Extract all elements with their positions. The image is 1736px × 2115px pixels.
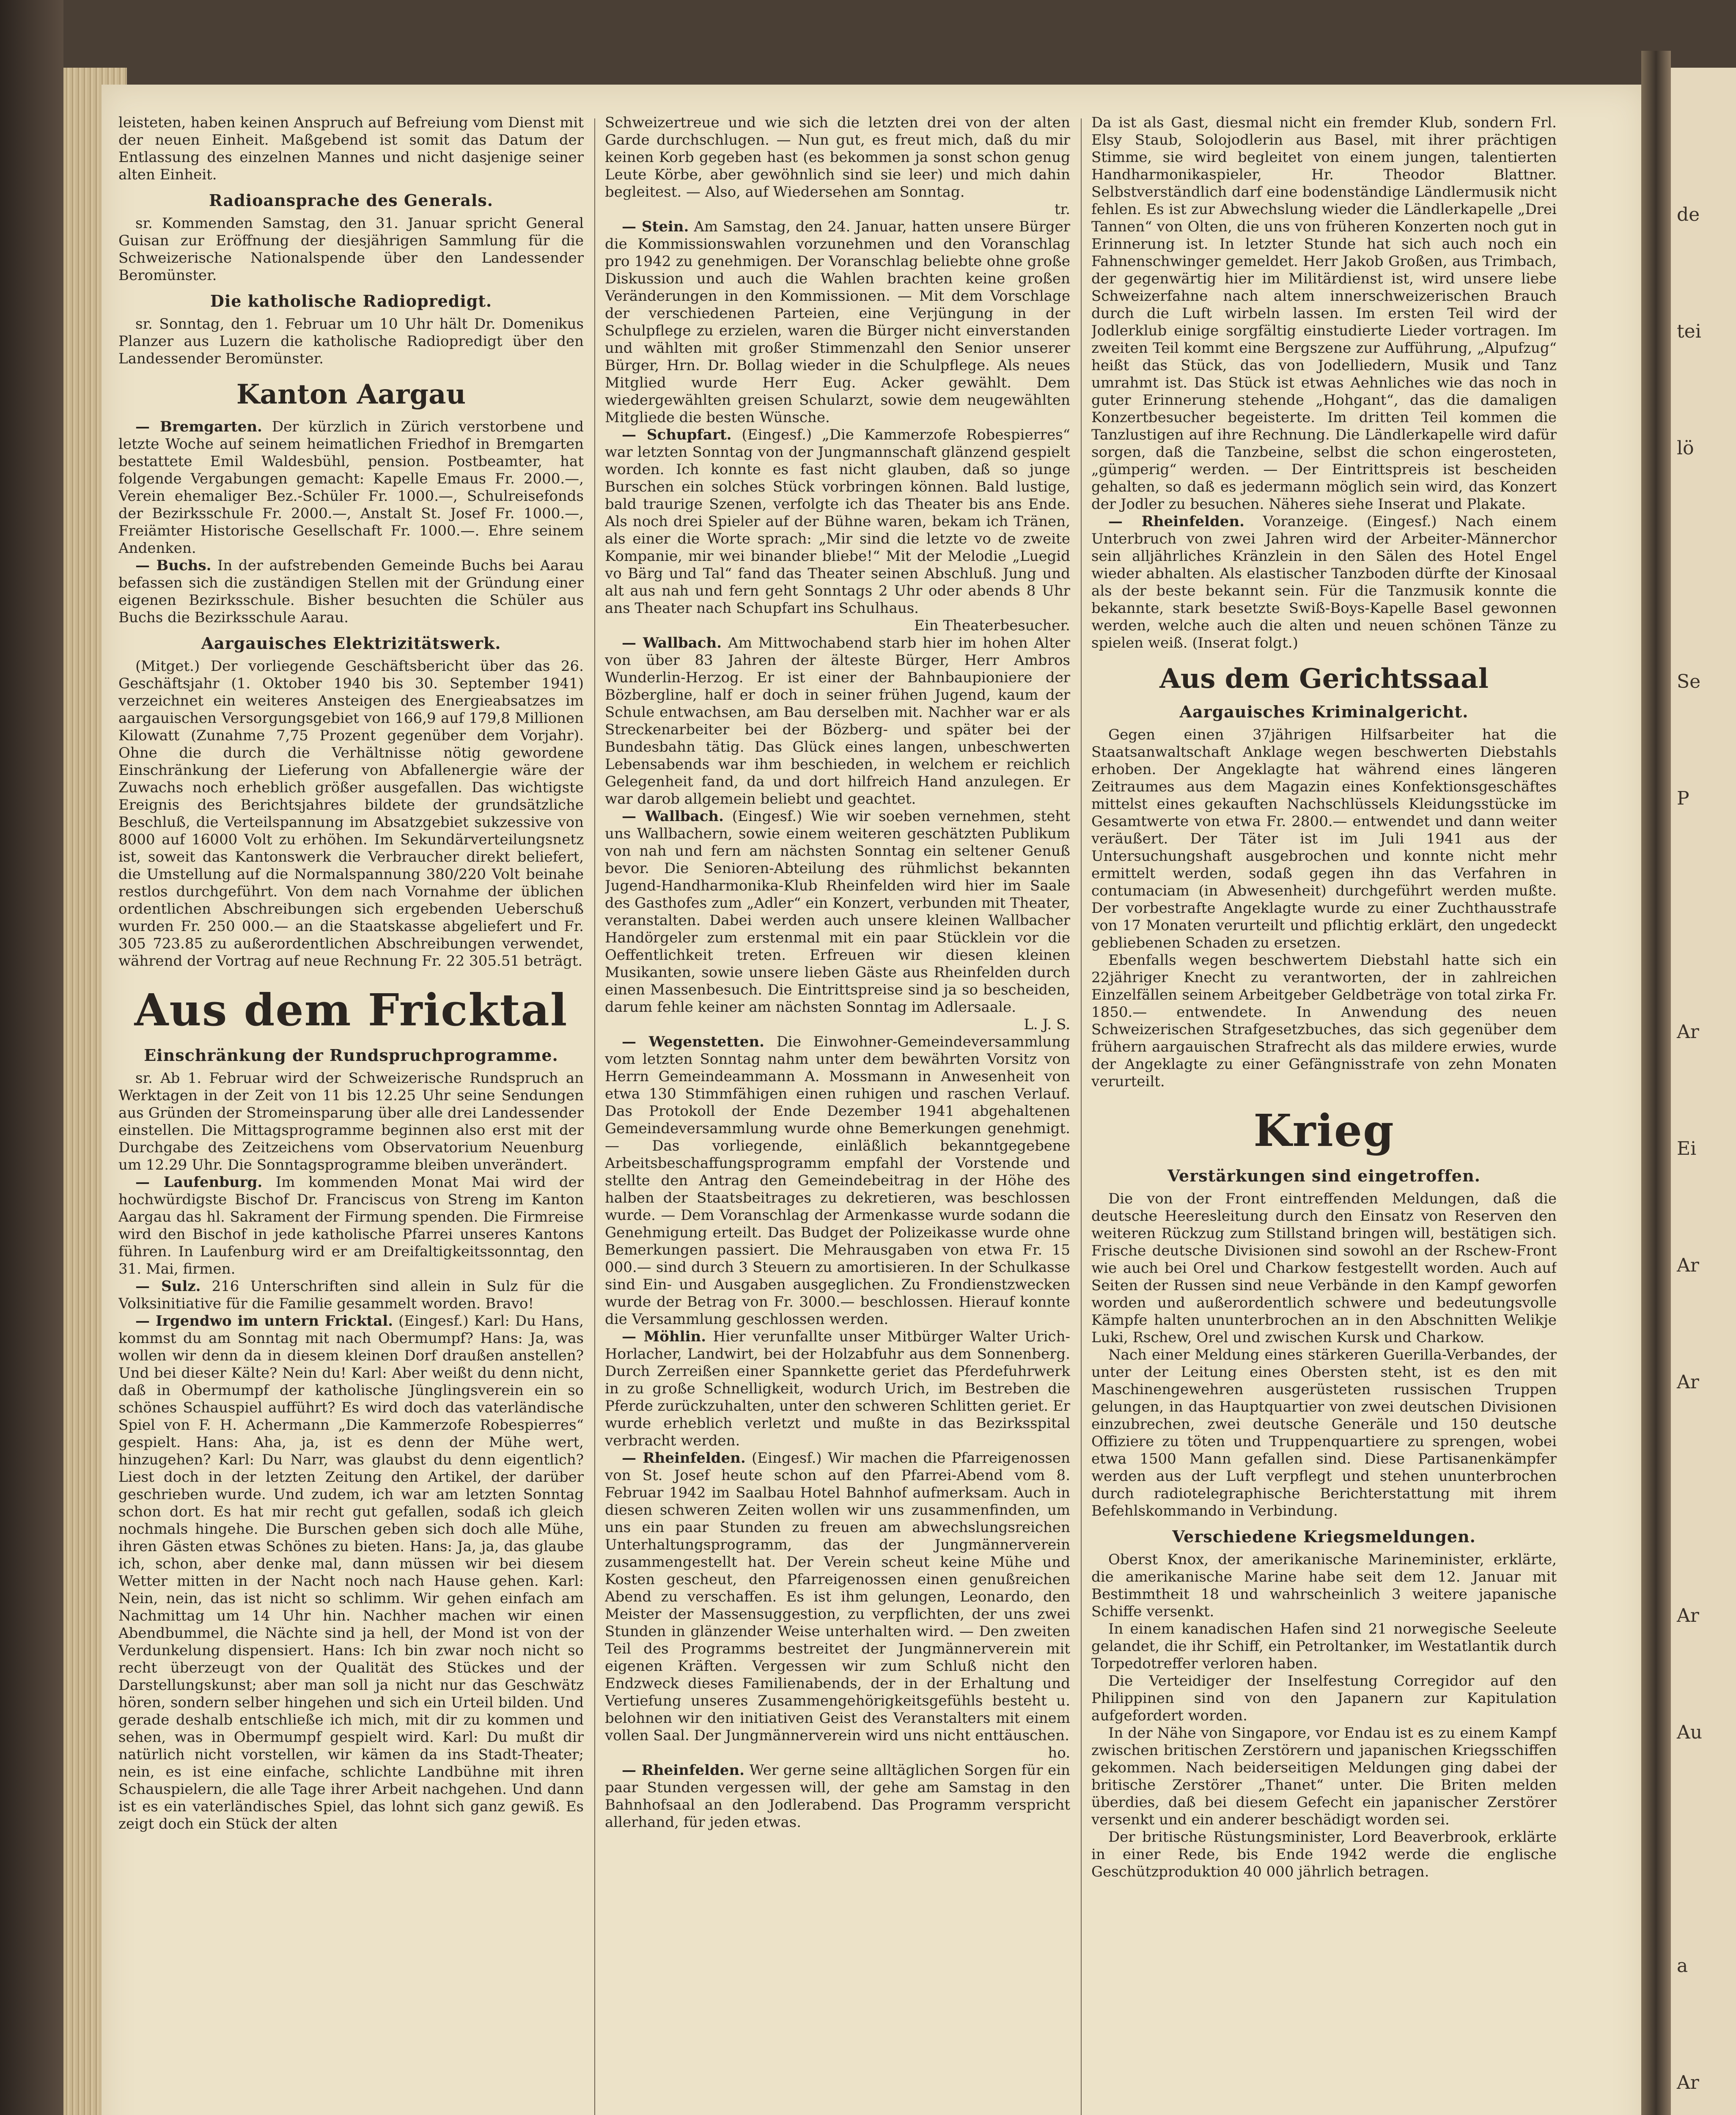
- column-2: [605, 114, 1070, 2115]
- dateline: — Laufenburg.: [135, 1174, 263, 1191]
- heading-kath: Die katholische Radiopredigt.: [210, 291, 492, 310]
- article: [118, 1313, 584, 1833]
- article-text: In der aufstrebenden Gemeinde Buchs bei Aarau befassen sich die zuständigen Stellen mit der Gründung einer eigenen Bezirksschule. Bisher besuchten die Schüler aus Buchs die Bezirksschule Aarau.: [118, 557, 584, 626]
- section-title-krieg: Krieg: [1253, 1104, 1395, 1156]
- article: [605, 634, 1070, 808]
- paragraph: Gegen einen 37jährigen Hilfsarbeiter hat die Staatsanwaltschaft Anklage wegen beschwerten Diebstahls erhoben. Der Angeklagte hat während eines längeren Zeitraumes aus dem Magazin eines Konfektionsgeschäftes mittelst eines gekauften Nachschlüssels Kleidungsstücke im Gesamtwerte von etwa Fr. 2800.— entwendet und dann weiter veräußert. Der Täter ist im Juli 1941 aus der Untersuchungshaft ausgebrochen und konnte nicht mehr ermittelt werden, sodaß gegen ihn das Verfahren in contumaciam (in Abwesenheit) durchgeführt werden mußte. Der vorbestrafte Angeklagte wurde zu einer Zuchthausstrafe von 17 Monaten verurteilt und pflichtig erklärt, den ungedeckt gebliebenen Schaden zu ersetzen.: [1091, 726, 1557, 951]
- article: [1091, 513, 1557, 652]
- paragraph: In der Nähe von Singapore, vor Endau ist es zu einem Kampf zwischen britischen Zerstörern und japanischen Kriegsschiffen gekommen. Nach beiderseitigen Meldungen ging dabei der britische Zerstörer „Thanet“ unter. Die Briten melden überdies, daß bei diesem Gefecht ein japanischer Zerstörer versenkt und ein anderer beschädigt worden sei.: [1091, 1725, 1557, 1828]
- heading-verstaerkungen: Verstärkungen sind eingetroffen.: [1167, 1166, 1481, 1185]
- next-page-fragment: Ar: [1677, 1371, 1699, 1393]
- next-page-fragment: Se: [1677, 671, 1701, 692]
- section-title-aargau: Kanton Aargau: [236, 379, 466, 410]
- dateline: — Rheinfelden.: [1108, 513, 1244, 530]
- article: [605, 1450, 1070, 1744]
- next-page-fragment: [1671, 553, 1736, 577]
- article-text: (Eingesf.) Wie wir soeben vernehmen, steht uns Wallbachern, sowie einem weiteren geschätzten Publikum von nah und fern am nächsten Sonntag ein seltener Genuß bevor. Die Senioren-Abteilung des rühmlichst bekannten Jugend-Handharmonika-Klub Rheinfelden wird hier im Saale des Gasthofes zum „Adler“ ein Konzert, verbunden mit Theater, veranstalten. Dabei werden auch unsere kleinen Wallbacher Handörgeler zum erstenmal mit ein paar Stücklein vor die Oeffentlichkeit treten. Erfreuen wir diesen kleinen Musikanten, sowie unsere lieben Gäste aus Rheinfelden durch einen Massenbesuch. Die Eintrittspreise sind ja so bescheiden, darum fehle keiner am nächsten Sonntag im Adlersaale.: [605, 808, 1070, 1016]
- dateline: — Wallbach.: [622, 634, 722, 651]
- column-1: [118, 114, 584, 2115]
- dateline: — Buchs.: [135, 557, 212, 574]
- paragraph: Die Verteidiger der Inselfestung Corregidor auf den Philippinen sind von den Japanern zur Kapitulation aufgefordert worden.: [1091, 1673, 1557, 1724]
- next-page-fragment: Ar: [1677, 1605, 1699, 1626]
- article-text: Die Einwohner-Gemeindeversammlung vom letzten Sonntag nahm unter dem bewährten Vorsitz von Herrn Gemeindeammann A. Mossmann in Anwesenheit von etwa 130 Stimmfähigen einen ruhigen und raschen Verlauf. Das Protokoll der Ende Dezember 1941 abgehaltenen Gemeindeversammlung wurde ohne Bemerkungen genehmigt. — Das vorliegende, einläßlich bekanntgegebene Arbeitsbeschaffungsprogramm empfahl der Vorstende und stellte den Antrag den Gemeindebeitrag in der Höhe des halben der Staatsbeitrages zu dekretieren, was beschlossen wurde. — Dem Voranschlag der Armenkasse wurde sodann die Genehmigung erteilt. Das Budget der Polizeikasse wurde ohne Bemerkungen passiert. Die Mehrausgaben von etwa Fr. 15 000.— sind durch 3 Steuern zu amortisieren. In der Schulkasse sind Ein- und Ausgaben ausgeglichen. Zu Frondienstzwecken wurde der Betrag von Fr. 3000.— beschlossen. Hierauf konnte die Versammlung geschlossen werden.: [605, 1033, 1070, 1328]
- next-page-fragment: Ar: [1677, 1255, 1699, 1276]
- article-text: Wer gerne seine alltäglichen Sorgen für ein paar Stunden vergessen will, der gehe am Samstag in den Bahnhofsaal an den Jodlerabend. Das Programm verspricht allerhand, für jeden etwas.: [605, 1762, 1070, 1831]
- column-3: [1091, 114, 1557, 2115]
- article: [118, 418, 584, 557]
- article-text: 216 Unterschriften sind allein in Sulz für die Volksinitiative für die Familie gesammelt worden. Bravo!: [118, 1278, 584, 1312]
- article-text: Im kommenden Monat Mai wird der hochwürdigste Bischof Dr. Franciscus von Streng im Kanton Aargau das hl. Sakrament der Firmung spenden. Die Firmreise wird den Bischof in jede katholische Pfarrei unseres Kantons führen. In Laufenburg wird er am Dreifaltigkeitssonntag, den 31. Mai, firmen.: [118, 1174, 584, 1277]
- next-page-fragment: [1671, 1838, 1736, 1861]
- article: [118, 1278, 584, 1313]
- paragraph: Ebenfalls wegen beschwertem Diebstahl hatte sich ein 22jähriger Knecht zu verantworten, der in zahlreichen Einzelfällen seinem Arbeitgeber Geldbeträge von total zirka Fr. 1850.— entwendete. In Anwendung des neuen Schweizerischen Strafgesetzbuches, das sich gegenüber dem frühern aargauischen Strafrecht als das mildere erwies, wurde der Angeklagte zu einer Gefängnisstrafe von zehn Monaten verurteilt.: [1091, 952, 1557, 1090]
- next-page-fragment: lö: [1677, 437, 1694, 459]
- section-title-gericht: Aus dem Gerichtssaal: [1159, 663, 1489, 695]
- article: [118, 557, 584, 626]
- next-page-edge: [1671, 68, 1736, 2115]
- heading-kriegsmeldungen: Verschiedene Kriegsmeldungen.: [1172, 1527, 1476, 1546]
- dateline: — Möhlin.: [622, 1328, 706, 1345]
- article-text: Hier verunfallte unser Mitbürger Walter Urich-Horlacher, Landwirt, bei der Holzabfuhr aus dem Sonnenberg. Durch Zerreißen einer Spannkette geriet das Pferdefuhrwerk in zu große Schnelligkeit, wodurch Urich, im Bestreben die Pferde zurückzuhalten, unter den schweren Schlitten geriet. Er wurde erheblich verletzt und mußte in das Bezirksspital verbracht werden.: [605, 1328, 1070, 1449]
- paragraph: In einem kanadischen Hafen sind 21 norwegische Seeleute gelandet, die ihr Schiff, ein Petroltanker, im Westatlantik durch Torpedotreffer verloren haben.: [1091, 1621, 1557, 1672]
- article-text: Voranzeige. (Eingesf.) Nach einem Unterbruch von zwei Jahren wird der Arbeiter-Männerchor sein alljährliches Kränzlein in den Sälen des Hotel Engel wieder abhalten. Als elastischer Tanzboden dürfte der Kinosaal als der beste bekannt sein. Für die Tanzmusik konnte die bekannte, stark besetzte Swiß-Boys-Kapelle Basel gewonnen werden, welche auch die alten und neuen schönen Tänze zu spielen weiß. (Inserat folgt.): [1091, 513, 1557, 651]
- heading-elektro: Aargauisches Elektrizitätswerk.: [201, 634, 501, 653]
- column-rule: [594, 118, 595, 2115]
- signature: tr.: [1055, 201, 1070, 218]
- dateline: — Schupfart.: [622, 426, 732, 443]
- paragraph: leisteten, haben keinen Anspruch auf Befreiung vom Dienst mit der neuen Einheit. Maßgebend ist somit das Datum der Entlassung des einzelnen Mannes und nicht dasjenige seiner alten Einheit.: [118, 114, 584, 183]
- heading-rundspruch: Einschränkung der Rundspruchprogramme.: [144, 1046, 558, 1065]
- next-page-fragment: tei: [1677, 321, 1701, 342]
- heading-kriminal: Aargauisches Kriminalgericht.: [1179, 702, 1469, 721]
- next-page-fragment: [1671, 904, 1736, 927]
- dateline: — Stein.: [622, 218, 689, 235]
- dateline: — Sulz.: [135, 1278, 201, 1295]
- next-page-fragment: Au: [1677, 1722, 1703, 1743]
- article-text: Am Samstag, den 24. Januar, hatten unsere Bürger die Kommissionswahlen vorzunehmen und den Voranschlag pro 1942 zu genehmigen. Der Voranschlag beliebte ohne große Diskussion und auch die Wahlen brachten keine großen Veränderungen in den Kommissionen. — Mit dem Vorschlage der verschiedenen Parteien, eine Verjüngung in der Schulpflege zu erzielen, waren die Bürger nicht einverstanden und wählten mit großer Stimmenzahl den Senior unserer Bürger, Hrn. Dr. Bollag wieder in die Schulpflege. Als neues Mitglied wurde Herr Eug. Acker gewählt. Dem wiedergewählten greisen Schularzt, sowie dem neugewählten Mitgliede die besten Wünsche.: [605, 218, 1070, 426]
- article: [118, 1174, 584, 1278]
- dateline: — Rheinfelden.: [622, 1762, 744, 1779]
- paragraph: sr. Sonntag, den 1. Februar um 10 Uhr hält Dr. Domenikus Planzer aus Luzern die katholische Radiopredigt über den Landessender Beromünster.: [118, 316, 584, 367]
- next-page-fragment: Ei: [1677, 1138, 1697, 1159]
- next-page-fragment: Ar: [1677, 2072, 1699, 2093]
- next-page-fragment: Ar: [1677, 1021, 1699, 1043]
- column-rule: [1081, 118, 1082, 2115]
- article-text: (Eingesf.) Wir machen die Pfarreigenossen von St. Josef heute schon auf den Pfarrei-Abend vom 8. Februar 1942 im Saalbau Hotel Bahnhof aufmerksam. Auch in diesen schweren Zeiten wollen wir uns zusammenfinden, um uns ein paar Stunden zu freuen am abwechslungsreichen Unterhaltungsprogramm, das der Jungmännerverein zusammengestellt hat. Der Verein scheut keine Mühe und Kosten gescheut, den Pfarreigenossen einen genußreichen Abend zu verschaffen. Es ist ihm gelungen, Leonardo, den Meister der Massensuggestion, zu verpflichten, der uns zwei Stunden in glänzender Weise unterhalten wird. — Den zweiten Teil des Programms bestreitet der Jungmännerverein mit eigenen Kräften. Vergessen wir zum Schluß nicht den Endzweck dieses Familienabends, der in der Erhaltung und Vertiefung unseres Zusammengehörigkeitsgefühls besteht u. belohnen wir den initiativen Geist des Veranstalters mit einem vollen Saal. Der Jungmännerverein wird uns nicht enttäuschen.: [605, 1450, 1070, 1744]
- dateline: — Wegenstetten.: [622, 1033, 764, 1050]
- signature: L. J. S.: [1024, 1016, 1070, 1033]
- article: [605, 218, 1070, 426]
- next-page-fragment: a: [1677, 1955, 1688, 1977]
- heading-radio: Radioansprache des Generals.: [209, 191, 493, 210]
- article-text: (Eingesf.) Karl: Du Hans, kommst du am Sonntag mit nach Obermumpf? Hans: Ja, was wollen wir denn da in diesem kleinen Dorf draußen anstellen? Und bei dieser Kälte? Nein du! Karl: Aber weißt du denn nicht, daß in Obermumpf der katholische Jünglingsverein ein so schönes Schauspiel aufführt? Es wird doch das vaterländische Spiel von F. H. Achermann „Die Kammerzofe Robespierres“ gespielt. Hans: Aha, ja, ist es denn der Mühe wert, hinzugehen? Karl: Du Narr, was glaubst du denn eigentlich? Liest doch in der letzten Zeitung den Artikel, der darüber geschrieben wurde. Und zudem, ich war am letzten Sonntag schon dort. Es hat mir recht gut gefallen, sodaß ich gleich nochmals hingehe. Die Burschen geben sich doch alle Mühe, ihren Gästen etwas Schönes zu bieten. Hans: Ja, ja, das glaube ich, schon, aber denke mal, dann müssen wir bei diesem Wetter mitten in der Nacht noch nach Hause gehen. Karl: Nein, nein, das ist nicht so schlimm. Wir gehen einfach am Nachmittag um 14 Uhr hin. Nachher machen wir einen Abendbummel, die Nächte sind ja hell, der Mond ist von der Verdunkelung dispensiert. Hans: Ich bin zwar noch nicht so recht überzeugt von der Qualität des Stückes und der Darstellungskunst; aber man soll ja nicht nur das Geschwätz hören, sondern selber hingehen und sich ein Urteil bilden. Und gerade deshalb entschließe ich mich, mit dir zu kommen und sehen, was in Obermumpf gespielt wird. Karl: Du mußt dir natürlich nicht vorstellen, wir kämen da ins Stadt-Theater; nein, es ist eine einfache, schlichte Landbühne mit ihren Schauspielern, die alle Tage ihrer Arbeit nachgehen. Und dann ist es ein vaterländisches Spiel, das lohnt sich ganz gewiß. Es zeigt doch ein Stück der alten: [118, 1313, 584, 1832]
- paragraph: Oberst Knox, der amerikanische Marineminister, erklärte, die amerikanische Marine habe seit dem 12. Januar mit Bestimmtheit 18 und wahrscheinlich 3 weitere japanische Schiffe versenkt.: [1091, 1551, 1557, 1620]
- paragraph: Da ist als Gast, diesmal nicht ein fremder Klub, sondern Frl. Elsy Staub, Solojodlerin aus Basel, mit ihrer prächtigen Stimme, sie wird begleitet von einem jungen, talentierten Handharmonikaspieler, Hr. Theodor Blattner. Selbstverständlich darf eine bodenständige Ländlermusik nicht fehlen. Es ist zur Abwechslung wieder die Ländlerkapelle „Drei Tannen“ von Olten, die uns von früheren Konzerten noch gut in Erinnerung ist. In letzter Stunde hat sich auch noch ein Fahnenschwinger gemeldet. Herr Jakob Großen, aus Trimbach, der gegenwärtig hier im Militärdienst ist, wird unsere liebe Schweizerfahne nach altem innerschweizerischen Brauch durch die Luft wirbeln lassen. Im ersten Teil wird der Jodlerklub einige sorgfältig einstudierte Lieder vortragen. Im zweiten Teil kommt eine Bergszene zur Aufführung, „Alpufzug“ heißt das Stück, das von Jodelliedern, Musik und Tanz umrahmt ist. Das Stück ist etwas Aehnliches wie das noch in guter Erinnerung stehende „Hohgant“, das die damaligen Konzertbesucher begeisterte. Im dritten Teil kommen die Tanzlustigen auf ihre Rechnung. Die Ländlerkapelle wird dafür sorgen, daß die Tanzbeine, selbst die schon eingerosteten, „gümperig“ werden. — Der Eintrittspreis ist bescheiden gehalten, so daß es jedermann möglich sein wird, das Konzert der Jodler zu besuchen. Näheres siehe Inserat und Plakate.: [1091, 114, 1557, 513]
- signature: ho.: [1048, 1744, 1070, 1761]
- article-text: (Eingesf.) „Die Kammerzofe Robespierres“ war letzten Sonntag von der Jungmannschaft glänzend gespielt worden. Ich konnte es fast nicht glauben, daß so junge Burschen ein solches Stück vorbringen können. Bald lustige, bald traurige Szenen, verfolgte ich das Theater bis ans Ende. Als noch drei Spieler auf der Bühne waren, bekam ich Tränen, als einer die Worte sprach: „Mir sind die letzte vo de zweite Kompanie, mir wei binander bliebe!“ Mit der Melodie „Luegid vo Bärg und Tal“ fand das Theater seinen Abschluß. Jung und alt aus nah und fern geht Sonntags 2 Uhr oder abends 8 Uhr ans Theater nach Schupfart ins Schulhaus.: [605, 426, 1070, 617]
- dateline: — Bremgarten.: [135, 418, 262, 435]
- section-title-fricktal: Aus dem Fricktal: [134, 984, 568, 1036]
- paragraph: Schweizertreue und wie sich die letzten drei von der alten Garde durchschlugen. — Nun gut, es freut mich, daß du mir keinen Korb gegeben hast (es bekommen ja sonst schon genug Leute Körbe, aber gewöhnlich sind sie leer) und mich dahin begleitest. — Also, auf Wiedersehen am Sonntag.: [605, 114, 1070, 201]
- article: [605, 1033, 1070, 1328]
- next-page-fragment: [1671, 1487, 1736, 1511]
- dateline: — Wallbach.: [622, 808, 724, 825]
- background-left: [0, 0, 63, 2115]
- article: [605, 426, 1070, 617]
- article-text: Der kürzlich in Zürich verstorbene und letzte Woche auf seinem heimatlichen Friedhof in Bremgarten bestattete Emil Waldesbühl, pension. Postbeamter, hat folgende Vergabungen gemacht: Kapelle Emaus Fr. 2000.—, Verein ehemaliger Bez.-Schüler Fr. 1000.—, Schulreisefonds der Bezirksschule Fr. 2000.—, Anstalt St. Josef Fr. 1000.—, Freiämter Historische Gesellschaft Fr. 1000.—. Ehre seinem Andenken.: [118, 418, 584, 557]
- article: [605, 1328, 1070, 1450]
- book-spine: [1641, 51, 1671, 2115]
- article-text: Am Mittwochabend starb hier im hohen Alter von über 83 Jahren der älteste Bürger, Herr Ambros Wunderlin-Herzog. Er ist einer der Bahnbaupioniere der Bözbergline, half er doch in seiner frühen Jugend, kaum der Schule entwachsen, am Bau derselben mit. Nachher war er als Streckenarbeiter bei der Bözberg- und später bei der Bundesbahn tätig. Das Glück eines langen, unbeschwerten Lebensabends war ihm beschieden, in welchem er reichlich Gelegenheit fand, da und dort hilfreich Hand anzulegen. Er war darob allgemein beliebt und geachtet.: [605, 634, 1070, 808]
- dateline: — Rheinfelden.: [622, 1450, 746, 1467]
- newspaper-page: [102, 85, 1645, 2115]
- article: [605, 1762, 1070, 1831]
- paragraph: Die von der Front eintreffenden Meldungen, daß die deutsche Heeresleitung durch den Einsatz von Reserven den weiteren Rückzug zum Stillstand bringen will, bestätigen sich. Frische deutsche Divisionen sind sowohl an der Rschew-Front wie auch bei Orel und Charkow festgestellt worden. Auch auf Seiten der Russen sind neue Verbände in den Kampf geworfen worden und außerordentlich schwere und bedeutungsvolle Kämpfe halten ununterbrochen an in den Abschnitten Welikje Luki, Rschew, Orel und zwischen Kursk und Charkow.: [1091, 1190, 1557, 1346]
- dateline: — Irgendwo im untern Fricktal.: [135, 1313, 393, 1329]
- paragraph: Nach einer Meldung eines stärkeren Guerilla-Verbandes, der unter der Leitung eines Obersten steht, ist es den mit Maschinengewehren ausgerüsteten russischen Truppen gelungen, in das Hauptquartier von zwei deutschen Divisionen einzubrechen, zwei deutsche Generäle und 150 deutsche Offiziere zu töten und Truppenquartiere zu sprengen, wobei etwa 1500 Mann gefallen sind. Diese Partisanenkämpfer werden aus der Luft verpflegt und stehen ununterbrochen durch radiotelegraphische Berichterstattung mit ihrem Befehlskommando in Verbindung.: [1091, 1346, 1557, 1519]
- next-page-fragment: de: [1677, 204, 1700, 225]
- article: [605, 808, 1070, 1016]
- next-page-fragment: P: [1677, 788, 1689, 809]
- signature: Ein Theaterbesucher.: [914, 617, 1070, 634]
- paragraph: (Mitget.) Der vorliegende Geschäftsbericht über das 26. Geschäftsjahr (1. Oktober 1940 bis 30. September 1941) verzeichnet ein weiteres Ansteigen des Energieabsatzes im aargauischen Versorgungsgebiet von 166,9 auf 179,8 Millionen Kilowatt (Zunahme 7,75 Prozent gegenüber dem Vorjahr). Ohne die durch die Verhältnisse nötig gewordene Einschränkung der Lieferung von Abfallenergie wäre der Zuwachs noch erheblich größer ausgefallen. Das wichtigste Ereignis des Berichtsjahres bildete der grundsätzliche Beschluß, die Verteilspannung im Absatzgebiet sukzessive von 8000 auf 16000 Volt zu erhöhen. Im Sekundärverteilungsnetz ist, soweit das Kantonswerk die Verbraucher direkt beliefert, die Umstellung auf die Normalspannung 380/220 Volt beinahe restlos durchgeführt. Von dem nach Vornahme der üblichen ordentlichen Abschreibungen sich ergebenden Ueberschuß wurden Fr. 250 000.— an die Staatskasse abgeliefert und Fr. 305 723.85 zu außerordentlichen Abschreibungen verwendet, während der Vortrag auf neue Rechnung Fr. 22 305.51 beträgt.: [118, 658, 584, 970]
- paragraph: Der britische Rüstungsminister, Lord Beaverbrook, erklärte in einer Rede, bis Ende 1942 werde die englische Geschützproduktion 40 000 jährlich betragen.: [1091, 1829, 1557, 1880]
- paragraph: sr. Kommenden Samstag, den 31. Januar spricht General Guisan zur Eröffnung der diesjährigen Sammlung für die Schweizerische Nationalspende über den Landessender Beromünster.: [118, 215, 584, 284]
- paragraph: sr. Ab 1. Februar wird der Schweizerische Rundspruch an Werktagen in der Zeit von 11 bis 12.25 Uhr seine Sendungen aus Gründen der Stromeinsparung über alle drei Landessender einstellen. Die Mittagsprogramme beginnen also erst mit der Durchgabe des Zeitzeichens vom Observatorium Neuenburg um 12.29 Uhr. Die Sonntagsprogramme bleiben unverändert.: [118, 1070, 584, 1173]
